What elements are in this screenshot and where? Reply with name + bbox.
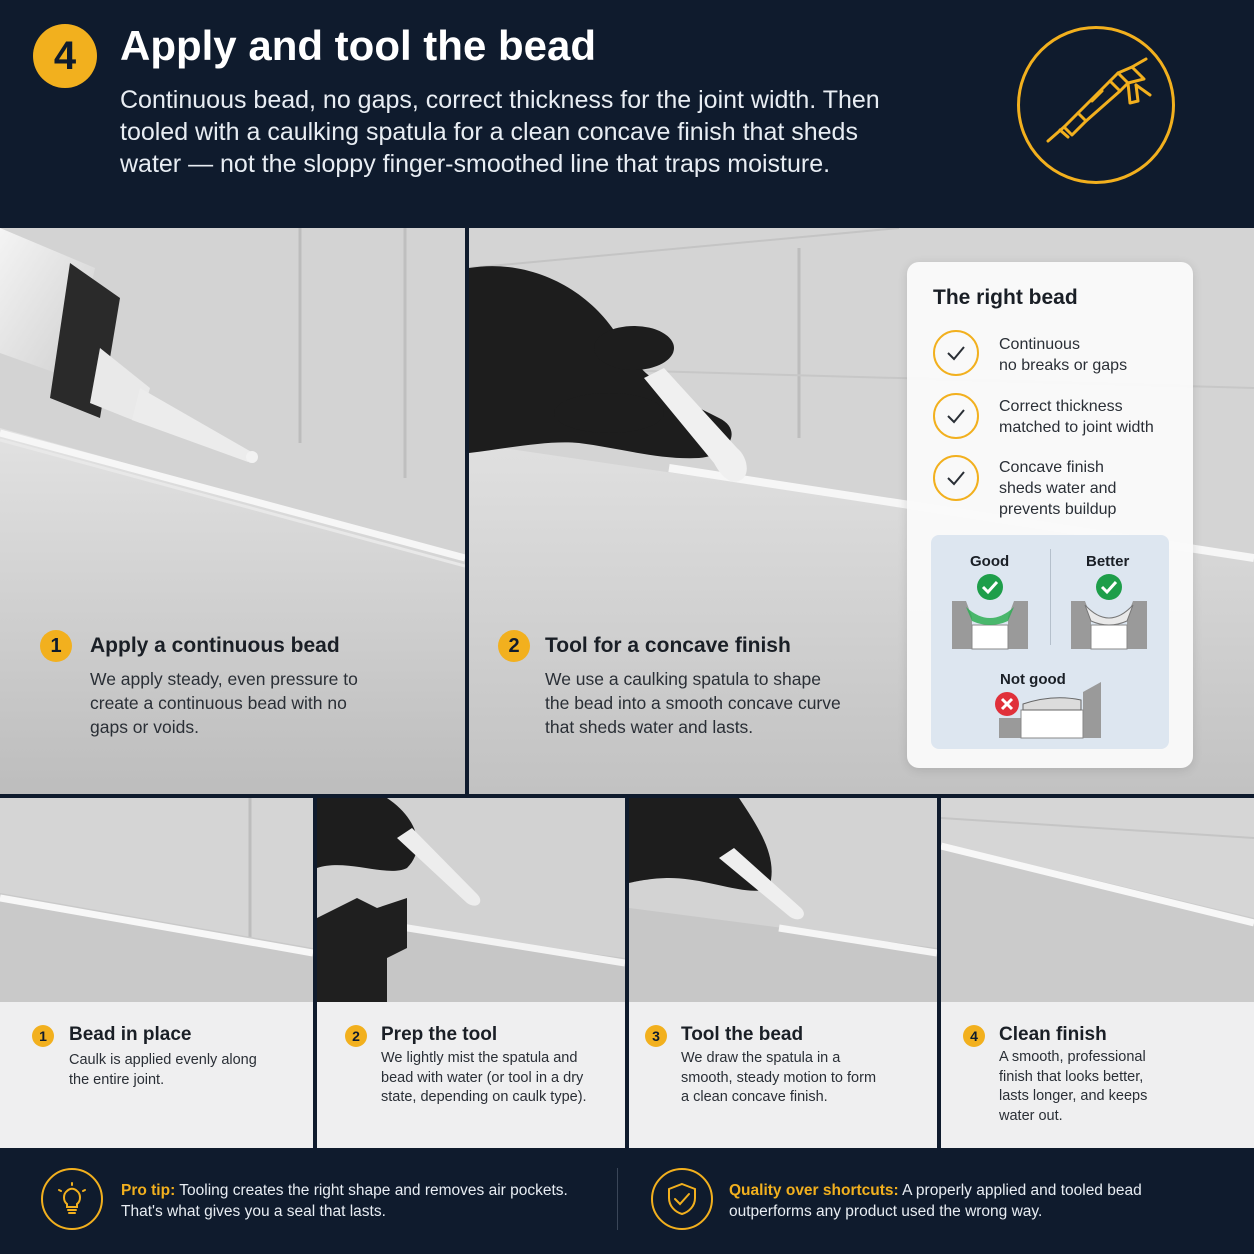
divider (617, 1168, 618, 1230)
pro-tip-label: Pro tip: (121, 1182, 176, 1199)
not-good-label: Not good (1000, 671, 1066, 688)
step-tile (941, 1002, 1254, 1148)
panel-title: Tool for a concave finish (545, 634, 791, 657)
step-number-badge: 4 (963, 1025, 985, 1047)
checkmark-icon (933, 330, 979, 376)
pro-tip (121, 1180, 591, 1222)
step-title: Bead in place (69, 1024, 192, 1045)
panel-title: Apply a continuous bead (90, 634, 340, 657)
lightbulb-icon (41, 1168, 103, 1230)
check-item: Correct thickness matched to joint width (999, 398, 1154, 436)
step-badge: 4 (33, 24, 97, 88)
step-title: Prep the tool (381, 1024, 498, 1045)
photo-apply-bead (0, 228, 465, 794)
step-title: Clean finish (999, 1024, 1107, 1045)
check-item: Concave finish sheds water and prevents buildup (999, 459, 1117, 518)
checkmark-icon (933, 393, 979, 439)
step-title: Tool the bead (681, 1024, 804, 1045)
page-title: Apply and tool the bead (120, 22, 597, 69)
photo-bead-in-place (0, 798, 313, 1002)
panel-description: We apply steady, even pressure to create a continuous bead with no gaps or voids. (90, 669, 358, 737)
step-description: A smooth, professional finish that looks better, lasts longer, and keeps water out. (999, 1049, 1148, 1124)
good-bead-diagram (948, 573, 1032, 653)
footer (0, 1150, 1254, 1254)
check-item: Continuous no breaks or gaps (999, 336, 1128, 374)
not-good-bead-diagram (993, 680, 1107, 740)
better-bead-diagram (1067, 573, 1151, 653)
step-number-badge: 2 (498, 630, 530, 662)
step-number-badge: 3 (645, 1025, 667, 1047)
better-label: Better (1086, 553, 1130, 570)
step-description: We lightly mist the spatula and bead with water (or tool in a dry state, depending on caulk type). (381, 1050, 587, 1105)
pro-tip-text: Tooling creates the right shape and removes air pockets. That's what gives you a seal that lasts. (121, 1182, 568, 1220)
good-label: Good (970, 553, 1010, 570)
step-description: Caulk is applied evenly along the entire joint. (69, 1052, 257, 1088)
checkmark-icon (933, 455, 979, 501)
quality-label: Quality over shortcuts: (729, 1182, 899, 1199)
step-number-badge: 2 (345, 1025, 367, 1047)
photo-prep-tool (317, 798, 625, 1002)
header (0, 0, 1254, 228)
step-number-badge: 1 (40, 630, 72, 662)
page-subtitle: Continuous bead, no gaps, correct thickness for the joint width. Then tooled with a caulking spatula for a clean concave finish that sheds water — not the sloppy finger-smoothed line that traps moisture. (120, 86, 880, 178)
photo-clean-finish (941, 798, 1254, 1002)
photo-tool-the-bead (629, 798, 937, 1002)
step-tile (629, 1002, 937, 1148)
quality-text: A properly applied and tooled bead outperforms any product used the wrong way. (729, 1182, 1142, 1220)
right-bead-card (907, 262, 1193, 768)
step-description: We draw the spatula in a smooth, steady motion to form a clean concave finish. (681, 1050, 877, 1105)
shield-check-icon (651, 1168, 713, 1230)
step-tile (317, 1002, 625, 1148)
card-title: The right bead (933, 286, 1078, 309)
divider (1050, 549, 1051, 645)
panel-description: We use a caulking spatula to shape the bead into a smooth concave curve that sheds water and lasts. (545, 669, 841, 737)
step-tile (0, 1002, 313, 1148)
caulk-gun-icon (1017, 26, 1175, 184)
bead-comparison (931, 535, 1169, 749)
step-number-badge: 1 (32, 1025, 54, 1047)
quality-note (729, 1180, 1189, 1222)
